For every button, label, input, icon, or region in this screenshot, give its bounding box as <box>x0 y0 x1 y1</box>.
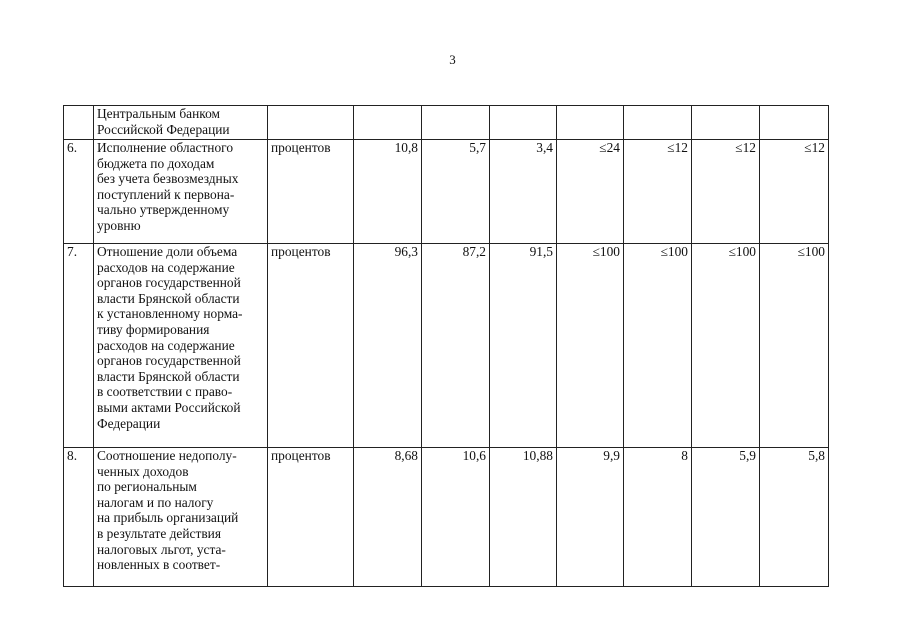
indicator-name <box>94 140 268 244</box>
value-cell <box>490 106 557 140</box>
unit-cell <box>268 106 354 140</box>
value-cell: ≤100 <box>557 244 624 448</box>
value-cell: 96,3 <box>354 244 422 448</box>
value-cell: 91,5 <box>490 244 557 448</box>
value-cell: 8 <box>624 448 692 587</box>
table-row <box>64 244 829 448</box>
table-row <box>64 140 829 244</box>
indicator-name <box>94 106 268 140</box>
value-cell <box>422 106 490 140</box>
value-cell <box>760 106 829 140</box>
indicator-name-text: Центральным банком Российской Федерации <box>97 106 230 137</box>
value-cell: 10,6 <box>422 448 490 587</box>
value-cell <box>692 106 760 140</box>
value-cell: 10,8 <box>354 140 422 244</box>
table-row <box>64 106 829 140</box>
table-row <box>64 448 829 587</box>
value-cell: ≤100 <box>624 244 692 448</box>
row-number: 8. <box>64 448 94 587</box>
row-number <box>64 106 94 140</box>
value-cell <box>557 106 624 140</box>
value-cell <box>624 106 692 140</box>
value-cell: ≤12 <box>692 140 760 244</box>
value-cell <box>354 106 422 140</box>
value-cell: 3,4 <box>490 140 557 244</box>
value-cell: 8,68 <box>354 448 422 587</box>
indicator-name-text: Отношение доли объема расходов на содержание органов государственной власти Брянской области к установленному норма- тиву формирования расходов на содержание органов государственной власти Брянской области в соответствии с право- выми актами Российской Федерации <box>97 244 243 431</box>
table-body <box>64 106 829 587</box>
unit-cell: процентов <box>268 140 354 244</box>
value-cell: 5,7 <box>422 140 490 244</box>
indicator-name-text: Исполнение областного бюджета по доходам без учета безвозмездных поступлений к первона- чально утвержденному уровню <box>97 140 239 233</box>
unit-cell: процентов <box>268 244 354 448</box>
value-cell: 5,9 <box>692 448 760 587</box>
value-cell: ≤12 <box>624 140 692 244</box>
unit-cell: процентов <box>268 448 354 587</box>
value-cell: 5,8 <box>760 448 829 587</box>
row-number: 6. <box>64 140 94 244</box>
value-cell: 10,88 <box>490 448 557 587</box>
value-cell: ≤100 <box>692 244 760 448</box>
value-cell: ≤100 <box>760 244 829 448</box>
indicator-name <box>94 244 268 448</box>
value-cell: ≤24 <box>557 140 624 244</box>
row-number: 7. <box>64 244 94 448</box>
indicator-name-text: Соотношение недополу- ченных доходов по региональным налогам и по налогу на прибыль организаций в результате действия налоговых льгот, уста- новленных в соответ- <box>97 448 239 573</box>
value-cell: 87,2 <box>422 244 490 448</box>
page-number: 3 <box>449 52 456 67</box>
indicator-name <box>94 448 268 587</box>
value-cell: ≤12 <box>760 140 829 244</box>
indicator-table <box>63 105 829 587</box>
value-cell: 9,9 <box>557 448 624 587</box>
